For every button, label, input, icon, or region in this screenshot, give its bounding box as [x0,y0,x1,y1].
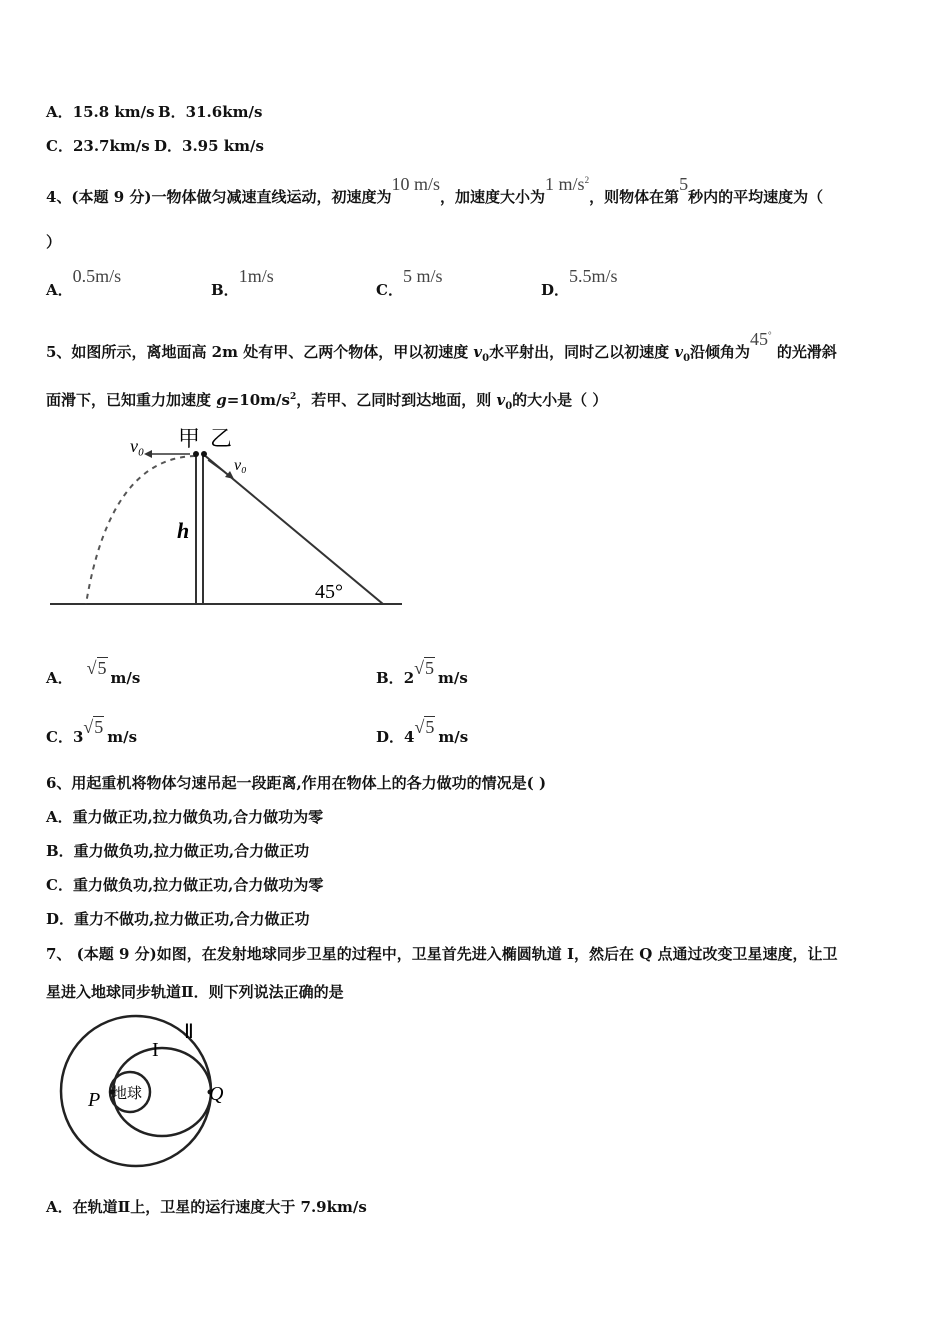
q6-option-b: B．重力做负功,拉力做正功,合力做正功 [46,842,310,860]
q5-option-a-label: A． [46,669,73,687]
q5-option-a-unit: m/s [110,669,141,687]
q3-option-d: D．3.95 km/s [154,137,264,155]
q5-option-c-coef: 3 [72,728,84,746]
q4-option-b-value: 1m/s [238,266,274,286]
q5-option-d-coef: 4 [404,728,415,746]
q5-v0-sub-b: 0 [683,353,691,364]
q5-line2-d: 的大小是（ ） [512,391,608,409]
q5-angle-degree: ° [768,330,772,340]
v0-left-arrowhead [144,450,152,458]
q5-line2-c: ，若甲、乙同时到达地面，则 [296,391,497,409]
q6-option-c: C．重力做负功,拉力做正功,合力做功为零 [46,876,324,894]
label-yi: 乙 [210,427,233,452]
q3-option-a: A．15.8 km/s [46,103,155,121]
q7-figure [44,1012,244,1172]
q5-option-b-sqrt: √5 [414,658,435,678]
q5-g-exponent: 2 [289,392,297,402]
q4-option-a-value: 0.5m/s [72,266,122,286]
q6-stem: 6、用起重机将物体匀速吊起一段距离,作用在物体上的各力做功的情况是( ) [46,774,547,792]
q4-option-d-label: D． [541,281,570,299]
q5-v0-symbol-a: v [473,343,483,361]
q5-option-d-sqrt: √5 [414,717,435,737]
q5-v0-symbol-c: v [496,391,506,409]
q5-option-c-radicand: 5 [94,717,104,737]
q5-line2-b: =10m/s [226,391,290,409]
q4-stem-close: ） [46,233,62,251]
q5-option-c-label: C． [46,728,73,746]
q5-option-b-label: B． [376,669,404,687]
q5-option-b-unit: m/s [438,669,468,687]
q6-option-a: A．重力做正功,拉力做负功,合力做功为零 [46,808,324,826]
q5-g-symbol: g [216,391,227,409]
q4-option-c [376,266,443,300]
q7-option-a: A．在轨道Ⅱ上，卫星的运行速度大于 7.9km/s [46,1198,367,1216]
q4-stem-a: 4、(本题 9 分)一物体做匀减速直线运动，初速度为 [46,188,392,206]
q5-option-d-radicand: 5 [425,717,435,737]
label-v0-right: v₀ [234,457,247,474]
q4-accel-value: 1 m/s [545,174,585,194]
q3-option-c: C．23.7km/s [46,137,150,155]
q5-angle [750,329,772,349]
label-orbit-ii: Ⅱ [184,1021,194,1043]
label-jia: 甲 [178,427,201,452]
q5-stem-line1 [46,329,837,369]
q4-option-d-value: 5.5m/s [569,266,618,286]
q5-option-c-sqrt: √5 [83,717,104,737]
q4-initial-velocity: 10 m/s [391,174,441,194]
q4-option-c-value: 5 m/s [402,266,443,286]
q5-option-b-coef: 2 [403,669,415,687]
q4-stem-d: 秒内的平均速度为（ [688,188,824,206]
q5-v0-sub-c: 0 [505,401,513,412]
q5-figure [40,418,420,618]
label-q: Q [209,1083,224,1105]
q5-stem-d: 的光滑斜 [771,343,837,361]
q7-stem-line1: 7、 (本题 9 分)如图，在发射地球同步卫星的过程中，卫星首先进入椭圆轨道 I，然后在 Q 点通过改变卫星速度，让卫 [46,945,838,963]
q5-stem-line2 [46,387,607,417]
q5-stem-a: 5、如图所示，离地面高 2m 处有甲、乙两个物体，甲以初速度 [46,343,474,361]
q5-stem-c: 沿倾角为 [690,343,751,361]
q4-option-c-label: C． [376,281,403,299]
label-p: P [88,1089,101,1111]
q6-option-d: D．重力不做功,拉力做正功,合力做正功 [46,910,310,928]
q5-option-c-unit: m/s [107,728,138,746]
q5-v0-sub-a: 0 [482,353,490,364]
label-h: h [177,518,190,543]
q5-option-a-radicand: 5 [97,658,107,678]
q5-option-d [376,717,469,747]
q5-angle-value: 45 [750,329,769,349]
v0-right-arrow-shaft [208,460,230,476]
q4-option-a [46,266,122,300]
label-angle-45: 45° [315,581,343,603]
q4-option-a-label: A． [46,281,73,299]
q7-stem-line2: 星进入地球同步轨道Ⅱ．则下列说法正确的是 [46,983,344,1001]
object-yi [201,451,207,457]
q3-option-b: B．31.6km/s [158,103,263,121]
q5-option-a [46,658,141,688]
q4-acceleration [545,174,589,194]
q5-option-a-sqrt: √5 [86,658,107,678]
q5-option-b [376,658,468,688]
q4-option-b [211,266,274,300]
label-orbit-i: I [152,1039,159,1061]
q4-accel-exponent: 2 [584,175,590,185]
q5-option-c [46,717,138,747]
label-v0-left: v₀ [130,436,145,456]
q5-v0-symbol-b: v [674,343,684,361]
q5-option-b-radicand: 5 [425,658,435,678]
q5-option-d-label: D． [376,728,405,746]
q4-stem [46,174,824,207]
q4-stem-c: ，则物体在第 [589,188,680,206]
q4-stem-b: ，加速度大小为 [440,188,546,206]
label-earth: 地球 [112,1084,143,1102]
q4-option-d [541,266,618,300]
q4-option-b-label: B． [211,281,239,299]
q5-line2-a: 面滑下，已知重力加速度 [46,391,217,409]
q4-second-number: 5 [679,174,689,194]
q5-stem-b: 水平射出，同时乙以初速度 [489,343,675,361]
q5-option-d-unit: m/s [438,728,469,746]
